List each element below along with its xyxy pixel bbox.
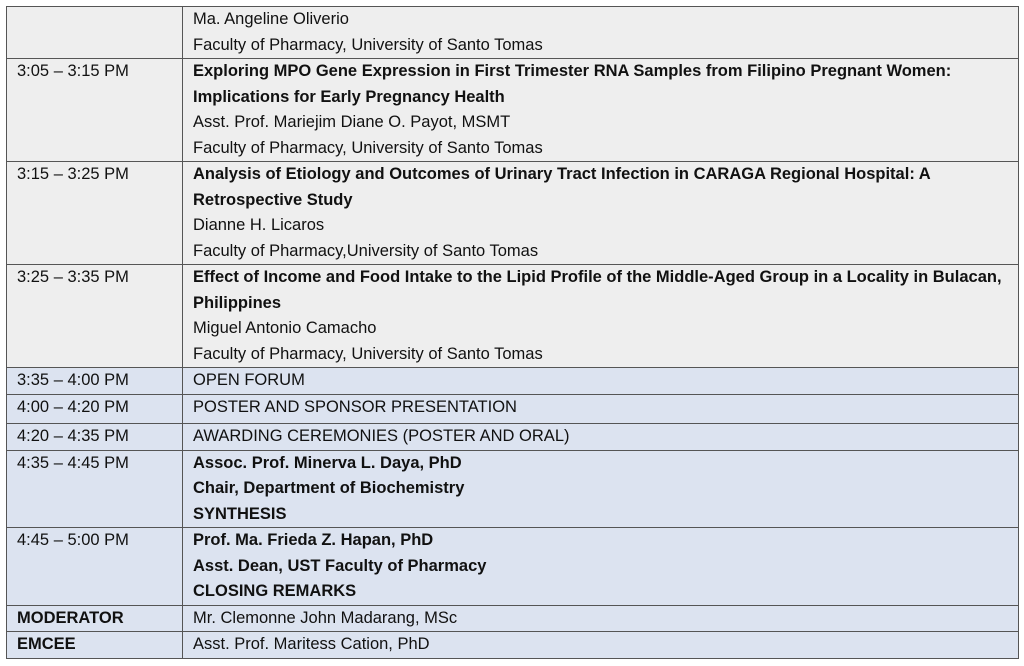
role-label: EMCEE	[7, 632, 183, 659]
schedule-row	[7, 368, 1019, 395]
speaker-name: Prof. Ma. Frieda Z. Hapan, PhD	[193, 531, 434, 549]
speaker-position: Asst. Dean, UST Faculty of Pharmacy	[193, 556, 487, 575]
moderator-name: Mr. Clemonne John Madarang, MSc	[193, 608, 458, 627]
speaker-position: Chair, Department of Biochemistry	[193, 479, 465, 497]
session-label: OPEN FORUM	[193, 371, 305, 389]
time-cell: 3:05 – 3:15 PM	[7, 59, 183, 162]
schedule-row	[7, 59, 1019, 162]
presenter-name: Dianne H. Licaros	[193, 216, 325, 234]
presentation-title: Exploring MPO Gene Expression in First Trimester RNA Samples from Filipino Pregnant Women: Implications for Early Pregnancy Health	[193, 62, 952, 106]
presenter-affiliation: Faculty of Pharmacy, University of Santo Tomas	[193, 35, 543, 54]
program-schedule-table	[6, 6, 1019, 659]
session-label: POSTER AND SPONSOR PRESENTATION	[193, 397, 517, 416]
presentation-title: Analysis of Etiology and Outcomes of Urinary Tract Infection in CARAGA Regional Hospital: A Retrospective Study	[193, 165, 931, 209]
time-cell: 4:35 – 4:45 PM	[7, 450, 183, 528]
session-label: SYNTHESIS	[193, 504, 287, 523]
presenter-affiliation: Faculty of Pharmacy, University of Santo Tomas	[193, 344, 543, 363]
schedule-row	[7, 394, 1019, 424]
time-cell: 3:15 – 3:25 PM	[7, 162, 183, 265]
session-cell	[183, 265, 1019, 368]
session-cell	[183, 162, 1019, 265]
schedule-row	[7, 7, 1019, 59]
emcee-row	[7, 632, 1019, 659]
presenter-name: Asst. Prof. Mariejim Diane O. Payot, MSMT	[193, 113, 511, 131]
role-person-cell	[183, 632, 1019, 659]
presenter-name: Miguel Antonio Camacho	[193, 319, 377, 337]
presenter-affiliation: Faculty of Pharmacy,University of Santo Tomas	[193, 241, 539, 260]
session-cell	[183, 368, 1019, 395]
session-cell	[183, 59, 1019, 162]
session-cell	[183, 424, 1019, 451]
moderator-row	[7, 605, 1019, 632]
schedule-row	[7, 162, 1019, 265]
role-label: MODERATOR	[7, 605, 183, 632]
session-cell	[183, 450, 1019, 528]
time-cell: 4:00 – 4:20 PM	[7, 394, 183, 424]
session-cell	[183, 528, 1019, 606]
presenter-name: Ma. Angeline Oliverio	[193, 10, 349, 28]
time-cell: 3:25 – 3:35 PM	[7, 265, 183, 368]
schedule-row	[7, 528, 1019, 606]
schedule-row	[7, 265, 1019, 368]
speaker-name: Assoc. Prof. Minerva L. Daya, PhD	[193, 453, 462, 472]
session-label: AWARDING CEREMONIES (POSTER AND ORAL)	[193, 427, 570, 445]
time-cell: 4:20 – 4:35 PM	[7, 424, 183, 451]
role-person-cell	[183, 605, 1019, 632]
schedule-row	[7, 450, 1019, 528]
presentation-title: Effect of Income and Food Intake to the Lipid Profile of the Middle-Aged Group in a Locality in Bulacan, Philippines	[193, 268, 1002, 312]
time-cell	[7, 7, 183, 59]
presenter-affiliation: Faculty of Pharmacy, University of Santo Tomas	[193, 138, 543, 157]
time-cell: 3:35 – 4:00 PM	[7, 368, 183, 395]
time-cell: 4:45 – 5:00 PM	[7, 528, 183, 606]
session-cell	[183, 394, 1019, 424]
session-cell	[183, 7, 1019, 59]
emcee-name: Asst. Prof. Maritess Cation, PhD	[193, 635, 430, 653]
schedule-row	[7, 424, 1019, 451]
session-label: CLOSING REMARKS	[193, 582, 357, 600]
